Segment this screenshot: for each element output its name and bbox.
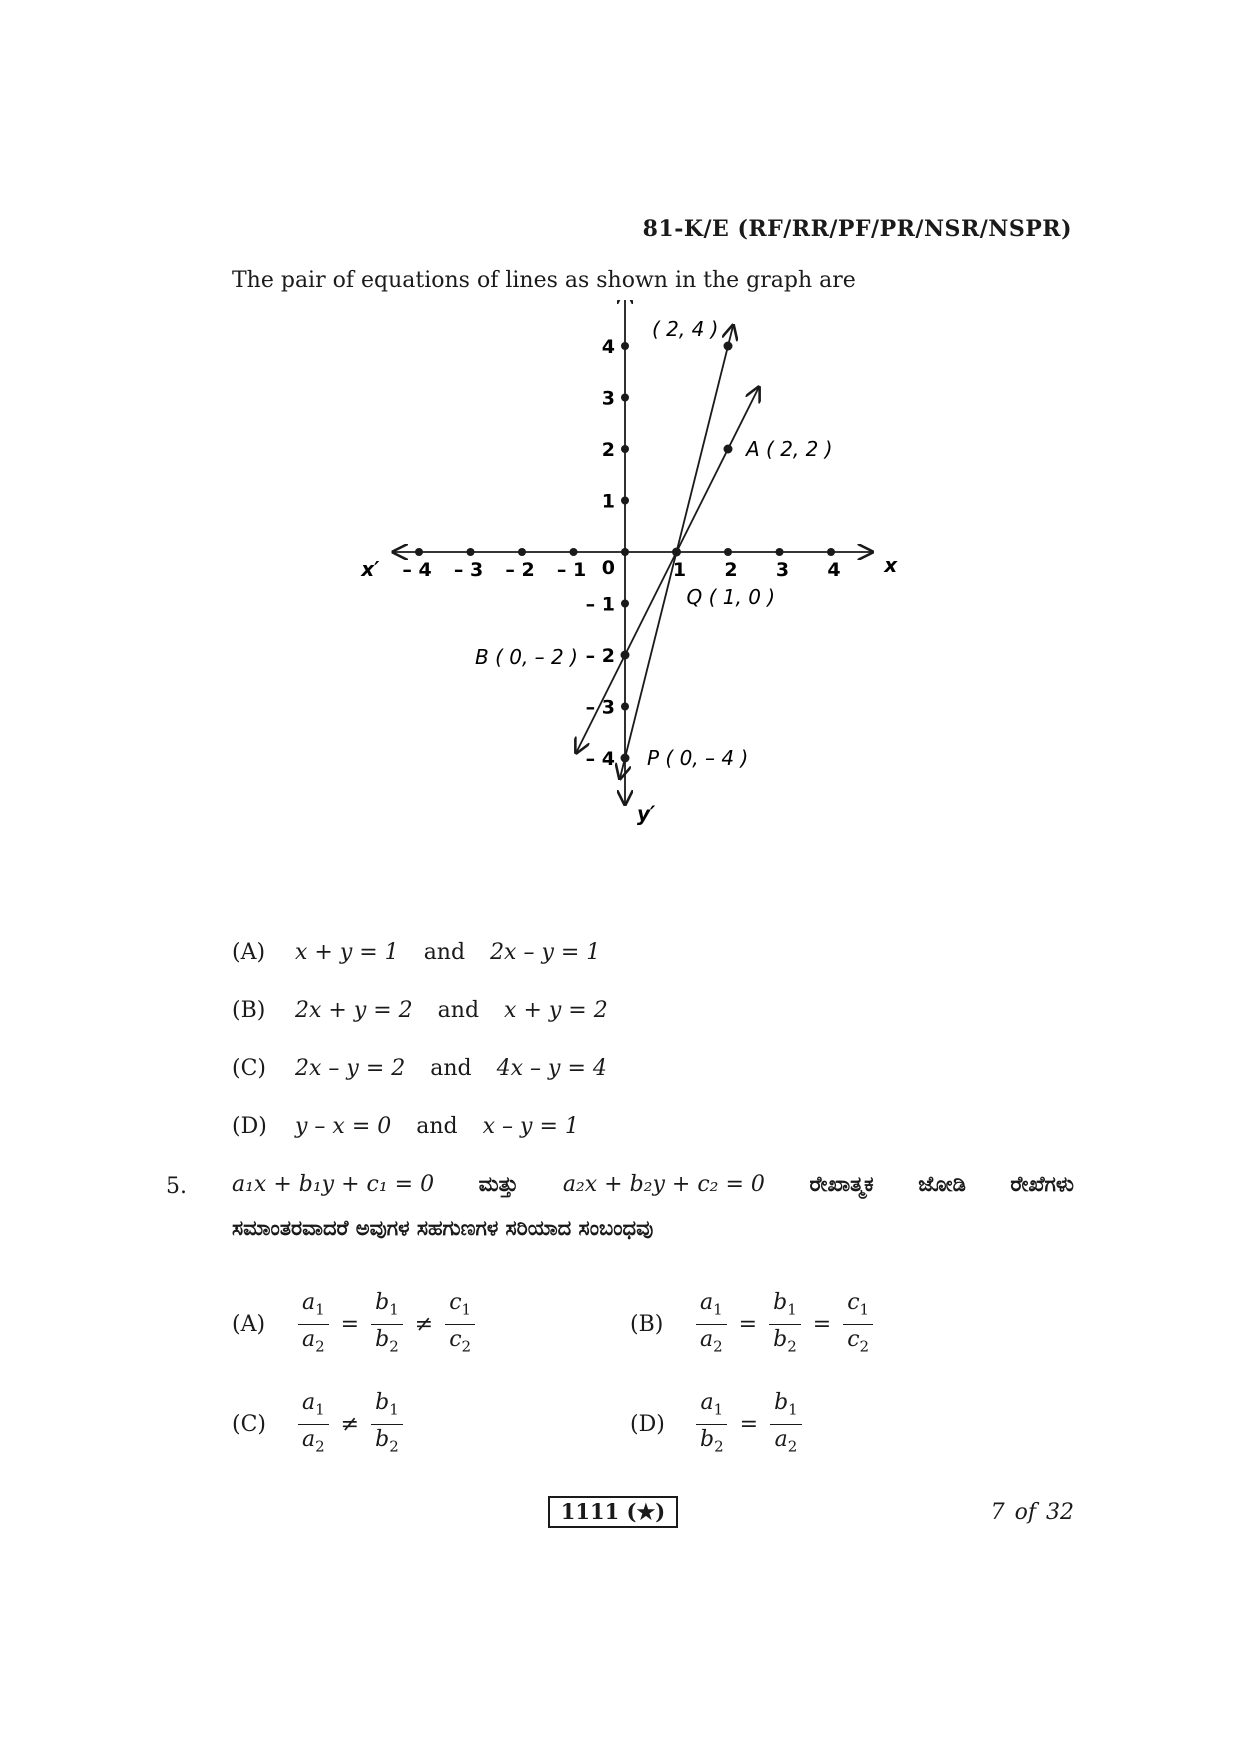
fraction: $\frac{a_1}{b_2}$ xyxy=(696,1390,728,1460)
q4-option-label: (B) xyxy=(232,998,266,1023)
q4-option-eq1: 2x + y = 2 xyxy=(295,998,413,1023)
question-5-number: 5. xyxy=(166,1174,187,1199)
q4-option-label: (D) xyxy=(232,1114,267,1139)
q5-kannada-word: ಜೋಡಿ xyxy=(918,1172,966,1196)
q5-option-d[interactable] xyxy=(630,1390,808,1460)
x-axis-label: x xyxy=(884,553,898,577)
fraction: $\frac{a_1}{a_2}$ xyxy=(298,1290,329,1360)
x-tick-label: 3 xyxy=(775,559,790,581)
q4-option-eq1: x + y = 1 xyxy=(295,940,399,965)
q5-equation-1: a₁x + b₁y + c₁ = 0 xyxy=(232,1172,435,1197)
point-label: B ( 0, – 2 ) xyxy=(475,645,578,669)
point-dot xyxy=(672,548,681,557)
page-current: 7 xyxy=(990,1500,1005,1525)
q4-option-label: (C) xyxy=(232,1056,266,1081)
q5-option-label: (D) xyxy=(630,1412,665,1438)
q5-option-label: (B) xyxy=(630,1312,664,1338)
x-tick-label: – 4 xyxy=(402,559,432,581)
origin-label: 0 xyxy=(601,557,615,579)
relation-sign: = xyxy=(812,1312,832,1338)
q4-option-eq1: 2x – y = 2 xyxy=(295,1056,406,1081)
y-tick-label: – 3 xyxy=(585,696,615,719)
fraction: $\frac{b_1}{b_2}$ xyxy=(371,1290,403,1360)
q5-kannada-word: ರೇಖೆಗಳು xyxy=(1010,1172,1074,1196)
point-label: P ( 0, – 4 ) xyxy=(647,746,749,770)
question-4-stem: The pair of equations of lines as shown in the graph are xyxy=(232,268,856,293)
q5-option-label: (C) xyxy=(232,1412,266,1438)
y-tick-label: 4 xyxy=(601,336,615,358)
fraction: $\frac{b_1}{b_2}$ xyxy=(769,1290,801,1360)
q5-option-b[interactable] xyxy=(630,1290,879,1360)
y-tick-dot xyxy=(621,600,629,608)
relation-sign: = xyxy=(738,1312,758,1338)
relation-sign: ≠ xyxy=(340,1412,360,1438)
booklet-code-box: 1111 (★) xyxy=(548,1496,678,1528)
y-tick-dot xyxy=(621,703,629,711)
q4-option-conj: and xyxy=(430,1056,472,1081)
y-tick-dot xyxy=(621,497,629,505)
page-of: of xyxy=(1014,1500,1036,1525)
relation-sign: = xyxy=(739,1412,759,1438)
fraction: $\frac{b_1}{a_2}$ xyxy=(770,1390,802,1460)
q4-option-eq2: 2x – y = 1 xyxy=(490,940,601,965)
question-5-stem-line2: ಸಮಾಂತರವಾದರೆ ಅವುಗಳ ಸಹಗುಣಗಳ ಸರಿಯಾದ ಸಂಬಂಧವು xyxy=(232,1216,654,1240)
y-axis-negative-label: y′ xyxy=(637,801,656,826)
point-dot xyxy=(621,754,630,763)
q4-option-conj: and xyxy=(423,940,466,965)
x-axis-negative-label: x′ xyxy=(361,557,380,581)
q5-option-label: (A) xyxy=(232,1312,266,1338)
x-tick-dot xyxy=(827,548,835,556)
point-label: Q ( 1, 0 ) xyxy=(686,585,776,609)
relation-sign: = xyxy=(340,1312,360,1338)
y-tick-dot xyxy=(621,342,629,350)
fraction: $\frac{b_1}{b_2}$ xyxy=(371,1390,403,1460)
fraction: $\frac{a_1}{a_2}$ xyxy=(298,1390,329,1460)
q4-option-a[interactable] xyxy=(232,940,600,965)
q4-option-label: (A) xyxy=(232,940,266,965)
fraction: $\frac{c_1}{c_2}$ xyxy=(843,1290,873,1360)
fraction: $\frac{c_1}{c_2}$ xyxy=(445,1290,475,1360)
relation-sign: ≠ xyxy=(414,1312,434,1338)
point-dot xyxy=(724,445,733,454)
q4-option-conj: and xyxy=(437,998,480,1023)
q5-kannada-word: ರೇಖಾತ್ಮಕ xyxy=(809,1172,874,1196)
q4-option-d[interactable] xyxy=(232,1114,579,1139)
x-tick-dot xyxy=(467,548,475,556)
x-tick-label: – 3 xyxy=(453,559,484,581)
page-number xyxy=(981,1500,1074,1525)
x-tick-label: – 2 xyxy=(505,559,535,581)
q4-option-conj: and xyxy=(416,1114,458,1139)
x-tick-label: 1 xyxy=(672,559,687,581)
y-tick-dot xyxy=(621,394,629,402)
q4-option-b[interactable] xyxy=(232,998,608,1023)
y-tick-dot xyxy=(621,445,629,453)
point-dot xyxy=(724,342,733,351)
point-label: ( 2, 4 ) xyxy=(652,317,719,341)
fraction: $\frac{a_1}{a_2}$ xyxy=(696,1290,727,1360)
point-label: A ( 2, 2 ) xyxy=(746,437,833,461)
y-tick-label: – 2 xyxy=(585,645,615,667)
origin-dot xyxy=(621,548,629,556)
q5-equation-2: a₂x + b₂y + c₂ = 0 xyxy=(562,1172,765,1197)
y-tick-label: 3 xyxy=(601,387,615,410)
x-tick-dot xyxy=(518,548,526,556)
x-tick-label: 4 xyxy=(827,559,841,581)
x-tick-dot xyxy=(724,548,732,556)
q4-option-eq2: x – y = 1 xyxy=(482,1114,579,1139)
x-tick-label: 2 xyxy=(724,559,738,581)
q4-option-c[interactable] xyxy=(232,1056,607,1081)
y-tick-label: 2 xyxy=(601,439,615,461)
x-tick-dot xyxy=(570,548,578,556)
page-total: 32 xyxy=(1046,1500,1074,1525)
question-5-stem-line1 xyxy=(232,1172,1074,1197)
y-tick-label: – 1 xyxy=(585,593,615,616)
point-dot xyxy=(621,651,630,660)
x-tick-dot xyxy=(776,548,784,556)
q4-option-eq2: 4x – y = 4 xyxy=(496,1056,607,1081)
q5-option-c[interactable] xyxy=(232,1390,409,1460)
x-tick-dot xyxy=(415,548,423,556)
paper-code: 81-K/E (RF/RR/PF/PR/NSR/NSPR) xyxy=(642,216,1072,242)
q4-option-eq1: y – x = 0 xyxy=(295,1114,392,1139)
q5-kannada-and: ಮತ್ತು xyxy=(478,1172,519,1196)
x-tick-label: – 1 xyxy=(556,559,587,581)
graph xyxy=(320,300,920,920)
y-tick-label: 1 xyxy=(601,490,615,513)
q4-option-eq2: x + y = 2 xyxy=(504,998,608,1023)
q5-option-a[interactable] xyxy=(232,1290,481,1360)
y-tick-label: – 4 xyxy=(585,748,615,770)
